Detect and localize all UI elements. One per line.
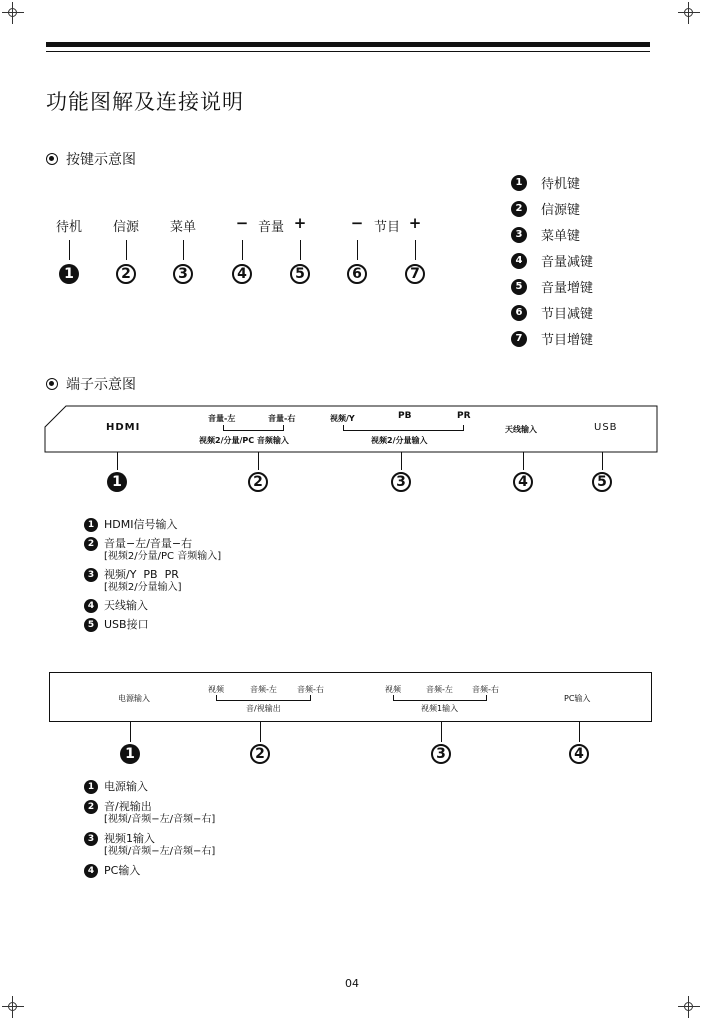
legend-item <box>511 225 593 244</box>
video-group-brace <box>343 425 464 431</box>
legend-label: 节目增键 <box>541 333 594 348</box>
button-label-source: 信源 <box>112 220 140 235</box>
list-number: 1 <box>84 518 98 532</box>
callout-number-6: 6 <box>347 264 367 284</box>
button-label-vol-plus: + <box>293 214 307 232</box>
button-label-standby: 待机 <box>55 220 83 235</box>
bullseye-icon <box>46 153 58 165</box>
video1-group-label: 视频1输入 <box>421 704 459 713</box>
bullseye-icon <box>46 378 58 390</box>
callout-number-2: 2 <box>116 264 136 284</box>
video1-video-label: 视频 <box>385 685 401 694</box>
list-number: 4 <box>84 599 98 613</box>
header-rule-thin <box>46 51 650 52</box>
audio-left-label: 音量-左 <box>208 414 236 423</box>
av-out-right-label: 音频-右 <box>297 685 324 694</box>
port-callout-4: 4 <box>513 472 533 492</box>
buttons-section-title-text: 按键示意图 <box>66 152 136 168</box>
list-subtext: [视频/音频−左/音频−右] <box>104 846 216 857</box>
port-list-1 <box>84 518 221 632</box>
leader-line <box>300 240 301 260</box>
list-item <box>84 568 221 594</box>
list-subtext: [视频2/分量输入] <box>104 582 182 593</box>
audio-group-brace <box>223 425 284 431</box>
ports-section-title-text: 端子示意图 <box>66 377 136 393</box>
power-input-label: 电源输入 <box>118 694 150 703</box>
av-out-video-label: 视频 <box>208 685 224 694</box>
crop-mark-top-left <box>2 2 24 24</box>
callout-number-7: 7 <box>405 264 425 284</box>
port2-callout-3: 3 <box>431 744 451 764</box>
crop-mark-bottom-left <box>2 996 24 1018</box>
button-legend <box>511 173 593 348</box>
list-text: 视频/Y PB PR <box>104 568 179 581</box>
buttons-section-title <box>46 149 136 169</box>
legend-number: 4 <box>511 253 527 269</box>
list-text: USB接口 <box>104 618 149 631</box>
legend-item <box>511 277 593 296</box>
port-list-2 <box>84 780 215 878</box>
ports-section-title <box>46 374 136 394</box>
video1-brace <box>393 695 487 701</box>
antenna-label: 天线输入 <box>505 425 537 434</box>
legend-label: 节目减键 <box>541 307 594 322</box>
port2-callout-1: 1 <box>120 744 140 764</box>
pc-input-label: PC输入 <box>564 694 591 703</box>
list-number: 3 <box>84 832 98 846</box>
pr-label: PR <box>457 411 471 421</box>
audio-right-label: 音量-右 <box>268 414 296 423</box>
legend-number: 1 <box>511 175 527 191</box>
legend-label: 信源键 <box>541 203 581 218</box>
leader-line <box>415 240 416 260</box>
audio-group-label: 视频2/分量/PC 音频输入 <box>199 436 289 445</box>
list-number: 2 <box>84 800 98 814</box>
list-number: 5 <box>84 618 98 632</box>
list-text: 天线输入 <box>104 599 148 612</box>
legend-number: 2 <box>511 201 527 217</box>
list-subtext: [视频2/分量/PC 音频输入] <box>104 551 222 562</box>
legend-number: 3 <box>511 227 527 243</box>
leader-line <box>183 240 184 260</box>
list-number: 1 <box>84 780 98 794</box>
legend-item <box>511 199 593 218</box>
legend-item <box>511 329 593 348</box>
video-y-label: 视频/Y <box>330 414 355 423</box>
leader-line <box>602 452 603 470</box>
crop-mark-top-right <box>678 2 700 24</box>
list-number: 3 <box>84 568 98 582</box>
list-item <box>84 832 215 858</box>
list-item <box>84 864 215 878</box>
page-title: 功能图解及连接说明 <box>46 90 244 114</box>
button-label-vol-minus: − <box>235 214 249 232</box>
list-text: 电源输入 <box>104 780 148 793</box>
list-number: 2 <box>84 537 98 551</box>
hdmi-label: HDMI <box>106 422 141 433</box>
list-subtext: [视频/音频−左/音频−右] <box>104 814 216 825</box>
leader-line <box>242 240 243 260</box>
leader-line <box>523 452 524 470</box>
leader-line <box>441 722 442 742</box>
leader-line <box>401 452 402 470</box>
leader-line <box>126 240 127 260</box>
usb-label: USB <box>594 422 618 433</box>
leader-line <box>579 722 580 742</box>
callout-number-4: 4 <box>232 264 252 284</box>
leader-line <box>260 722 261 742</box>
list-text: 音量−左/音量−右 <box>104 537 193 550</box>
port-callout-1: 1 <box>107 472 127 492</box>
callout-number-5: 5 <box>290 264 310 284</box>
av-out-brace <box>216 695 311 701</box>
legend-number: 6 <box>511 305 527 321</box>
leader-line <box>258 452 259 470</box>
legend-item <box>511 251 593 270</box>
page-number: 04 <box>345 977 359 990</box>
list-text: 音/视输出 <box>104 800 152 813</box>
list-item <box>84 537 221 563</box>
callout-number-3: 3 <box>173 264 193 284</box>
legend-label: 待机键 <box>541 177 581 192</box>
av-out-left-label: 音频-左 <box>250 685 277 694</box>
list-text: 视频1输入 <box>104 832 155 845</box>
pb-label: PB <box>398 411 412 421</box>
leader-line <box>357 240 358 260</box>
port-callout-5: 5 <box>592 472 612 492</box>
port-callout-2: 2 <box>248 472 268 492</box>
list-item <box>84 800 215 826</box>
leader-line <box>130 722 131 742</box>
legend-label: 音量减键 <box>541 255 594 270</box>
callout-number-1: 1 <box>59 264 79 284</box>
header-rule <box>46 42 650 47</box>
list-text: HDMI信号输入 <box>104 518 178 531</box>
crop-mark-bottom-right <box>678 996 700 1018</box>
port-callout-3: 3 <box>391 472 411 492</box>
button-label-ch-minus: − <box>350 214 364 232</box>
list-text: PC输入 <box>104 864 141 877</box>
legend-number: 7 <box>511 331 527 347</box>
leader-line <box>69 240 70 260</box>
av-out-group-label: 音/视输出 <box>246 704 281 713</box>
button-label-program: 节目 <box>373 220 401 235</box>
legend-item <box>511 173 593 192</box>
button-label-menu: 菜单 <box>169 220 197 235</box>
video-group-label: 视频2/分量输入 <box>371 436 428 445</box>
legend-item <box>511 303 593 322</box>
button-label-ch-plus: + <box>408 214 422 232</box>
list-item <box>84 780 215 794</box>
legend-number: 5 <box>511 279 527 295</box>
port2-callout-4: 4 <box>569 744 589 764</box>
leader-line <box>117 452 118 470</box>
list-item <box>84 618 221 632</box>
legend-label: 菜单键 <box>541 229 581 244</box>
port2-callout-2: 2 <box>250 744 270 764</box>
legend-label: 音量增键 <box>541 281 594 296</box>
button-label-volume: 音量 <box>257 220 285 235</box>
video1-left-label: 音频-左 <box>426 685 453 694</box>
video1-right-label: 音频-右 <box>472 685 499 694</box>
list-number: 4 <box>84 864 98 878</box>
list-item <box>84 518 221 532</box>
list-item <box>84 599 221 613</box>
